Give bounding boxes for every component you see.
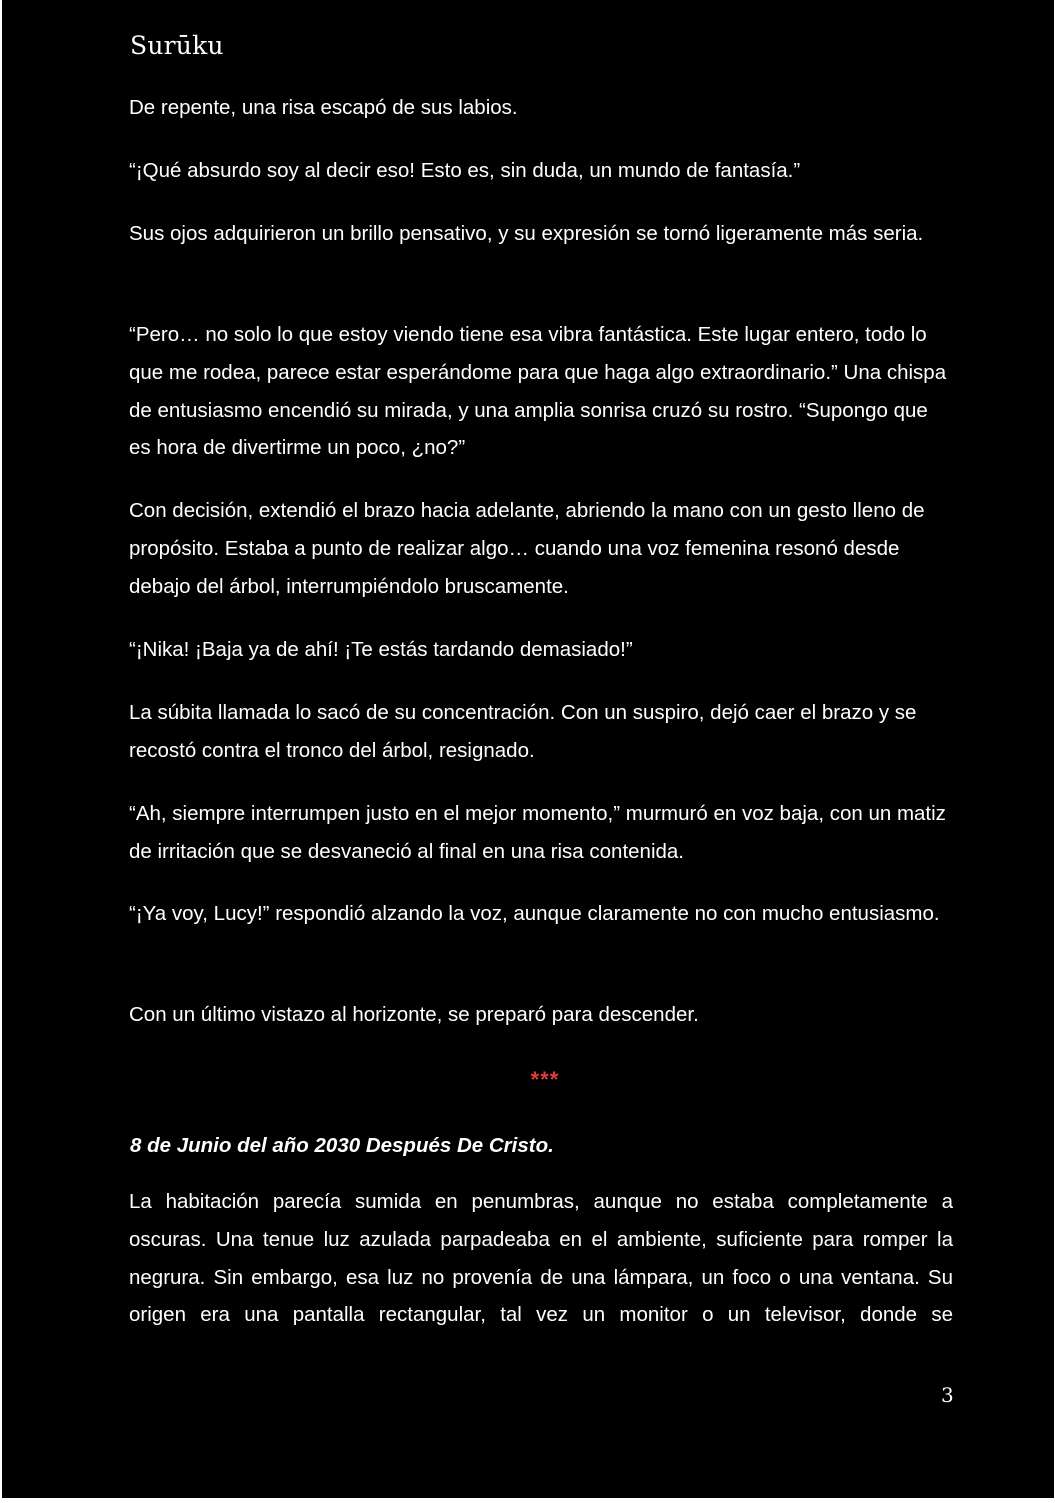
paragraph: Con decisión, extendió el brazo hacia adelante, abriendo la mano con un gesto lleno de propósito. Estaba a punto de realizar algo… cuando una voz femenina resonó desde debajo del árbol, interrumpiéndolo bruscamente. (129, 499, 925, 598)
running-header: Surūku (130, 31, 224, 60)
section-date-heading: 8 de Junio del año 2030 Después De Cristo. (130, 1134, 554, 1157)
paragraph: Con un último vistazo al horizonte, se preparó para descender. (129, 1003, 699, 1026)
paragraph: “Pero… no solo lo que estoy viendo tiene esa vibra fantástica. Este lugar entero, todo lo que me rodea, parece estar esperándome para que haga algo extraordinario.” Una chispa de entusiasmo encendió su mirada, y una amplia sonrisa cruzó su rostro. “Supongo que es hora de divertirme un poco, ¿no?” (129, 323, 947, 460)
document-page (2, 0, 1054, 1498)
paragraph: Sus ojos adquirieron un brillo pensativo, y su expresión se tornó ligeramente más seria. (129, 222, 924, 245)
paragraph-justified: La habitación parecía sumida en penumbras, aunque no estaba completamente a oscuras. Una tenue luz azulada parpadeaba en el ambiente, suficiente para romper la negrura. Sin embargo, esa luz no provenía de una lámpara, un foco o una ventana. Su origen era una pantalla rectangular, tal vez un monitor o un televisor, donde se (129, 1190, 953, 1327)
scene-separator: *** (530, 1067, 560, 1092)
paragraph: La súbita llamada lo sacó de su concentración. Con un suspiro, dejó caer el brazo y se recostó contra el tronco del árbol, resignado. (129, 701, 917, 762)
paragraph: “¡Qué absurdo soy al decir eso! Esto es, sin duda, un mundo de fantasía.” (129, 159, 801, 182)
paragraph: De repente, una risa escapó de sus labios. (129, 96, 518, 119)
paragraph: “¡Nika! ¡Baja ya de ahí! ¡Te estás tardando demasiado!” (129, 638, 633, 661)
page-number: 3 (941, 1383, 954, 1407)
paragraph: “¡Ya voy, Lucy!” respondió alzando la voz, aunque claramente no con mucho entusiasmo. (129, 902, 940, 925)
paragraph: “Ah, siempre interrumpen justo en el mejor momento,” murmuró en voz baja, con un matiz de irritación que se desvaneció al final en una risa contenida. (129, 802, 946, 863)
